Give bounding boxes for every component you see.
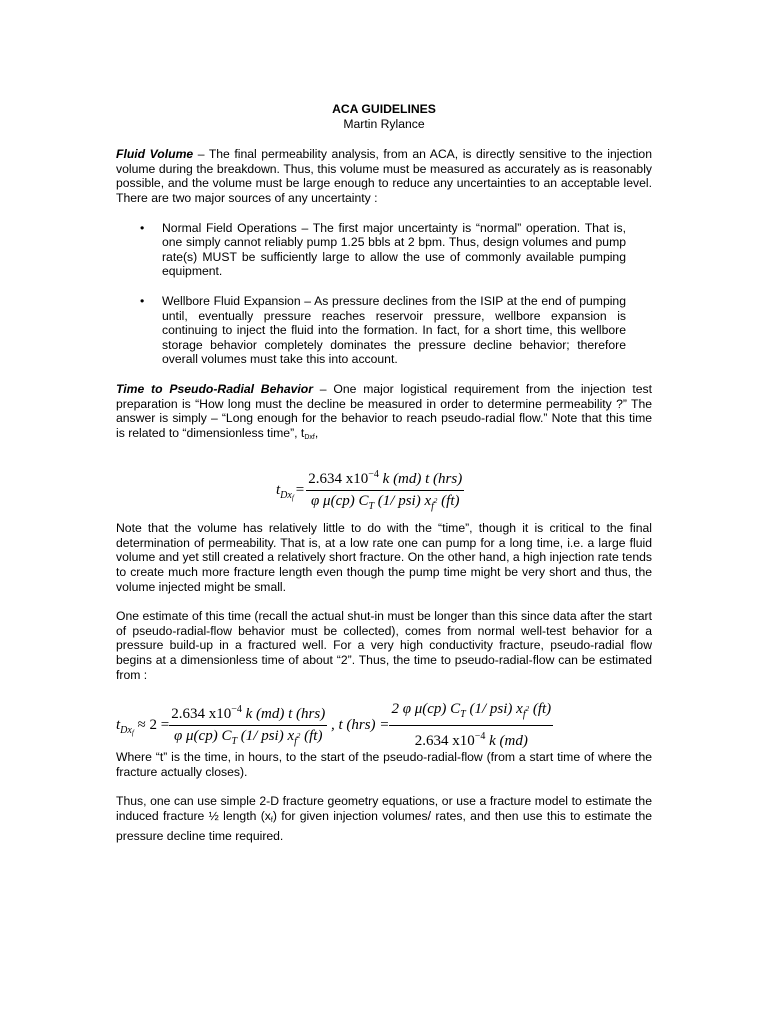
xf-subscript: f [270,817,273,824]
fluid-volume-term: Fluid Volume [116,147,194,162]
pseudo-radial-text: – One major logistical requirement from the injection test preparation is “How long must the decline be measured in order to determine permeability ?” The answer is simply – “Long enough for the behavior to reach pseudo-radial flow.” Note that this time is related to “dimensionless time”, t [116,381,652,440]
eq1-fraction [306,465,464,516]
list-item [116,221,626,279]
pseudo-radial-text-end: , [314,425,319,440]
volume-paragraph: Note that the volume has relatively little to do with the “time”, though it is critical to the final determination of permeability. That is, at a low rate one can pump for a long time, i.e. a large fluid volume and yet still created a relatively short fracture. On the other hand, a high injection rate tends to create much more fracture length even though the pump time might be very short and thus, the volume injected might be small. [116,521,652,594]
eq1-lhs-sub: Dxf [280,490,294,503]
eq2-frac2-numerator: 2 φ μ(cp) $C_T$ (1/ psi) $x_f^2$ (ft) [389,700,553,726]
eq2-fraction-1 [169,700,327,751]
document-page [116,102,652,843]
equation-dimensionless-time: $t_{Dx_f}$ = $\frac{2.634 x10^{-4} k (md) t (hrs)}{\varphi \mu(cp) C_T (1/ psi) x_f^2 (ft)}$ [116,445,652,521]
eq2-lhs: t [116,717,121,734]
list-item [116,294,626,367]
eq2-approx: ≈ 2 = [133,717,170,734]
eq2-frac1-denominator: φ μ(cp) $C_T$ (1/ psi) $x_f^2$ (ft) [173,728,323,748]
eq1-lhs: t [276,482,281,499]
fluid-volume-paragraph [116,147,652,205]
pseudo-radial-paragraph [116,382,652,445]
bullet-icon: • [140,220,145,235]
equation-pseudo-radial-time [116,682,652,750]
thus-paragraph: Thus, one can use simple 2-D fracture geometry equations, or use a fracture model to estimate the induced fracture ½ length $(x_f)$ for given injection volumes/ rates, and then use this to estimate the pressure decline time required. [116,794,652,843]
bullet-text: Wellbore Fluid Expansion – As pressure declines from the ISIP at the end of pumping until, eventually pressure reaches reservoir pressure, wellbore expansion is continuing to inject the fluid into the formation. In fact, for a short time, this wellbore storage behavior completely dominates the pressure decline behavior; therefore overall volumes must take this into account. [162,293,626,367]
uncertainty-list [116,221,652,367]
estimate-paragraph: One estimate of this time (recall the actual shut-in must be longer than this since data after the start of pseudo-radial-flow behavior must be collected), comes from normal well-test behavior for a pressure build-up in a fractured well. For a very high conductivity fracture, pseudo-radial flow begins at a dimensionless time of about “2”. Thus, the time to pseudo-radial-flow can be estimated from : [116,609,652,682]
where-paragraph: Where “t” is the time, in hours, to the start of the pseudo-radial-flow (from a start time of where the fracture actually closes). [116,750,652,779]
eq1-numerator: 2.634 $x10^{-4}$ k (md) t (hrs) [306,465,464,491]
fluid-volume-text: – The final permeability analysis, from an ACA, is directly sensitive to the injection volume during the breakdown. Thus, this volume must be measured as accurately as is reasonably possible, and the volume must be large enough to reduce any uncertainties to an acceptable level. There are two major sources of any uncertainty : [116,147,652,205]
eq2-frac1-numerator: 2.634 $x10^{-4}$ k (md) t (hrs) [169,700,327,726]
eq2-middle: , t (hrs) = [327,717,390,734]
eq2-frac2-denominator: 2.634 $x10^{-4}$ k (md) [414,731,528,750]
eq1-denominator: φ μ(cp) $C_T$ (1/ psi) $x_f^2$ (ft) [311,493,460,513]
pseudo-radial-term: Time to Pseudo-Radial Behavior [116,381,313,396]
bullet-icon: • [140,293,145,308]
eq2-lhs-sub: Dxf [120,725,134,738]
tdxf-subscript: Dxf [304,433,315,441]
document-title: ACA GUIDELINES [332,102,436,116]
bullet-text: Normal Field Operations – The first major uncertainty is “normal” operation. That is, one simply cannot reliably pump 1.25 bbls at 2 bpm. Thus, design volumes and pump rate(s) MUST be sufficiently large to allow the use of commonly available pumping equipment. [162,220,626,279]
eq2-fraction-2 [389,700,553,751]
document-author: Martin Rylance [343,116,425,131]
